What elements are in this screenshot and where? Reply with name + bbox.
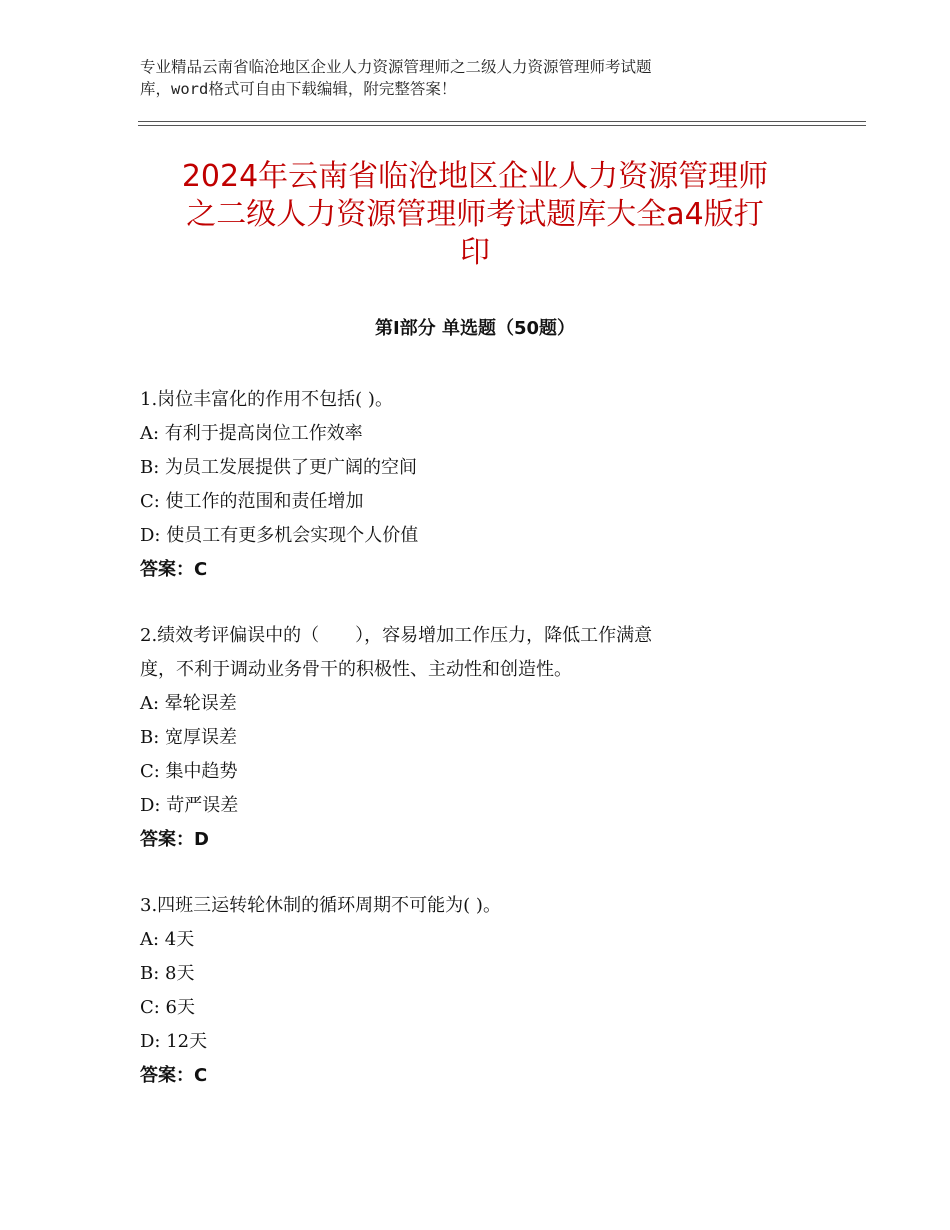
option-d: D: 苛严误差 — [140, 795, 239, 816]
title-line: 印 — [460, 235, 490, 270]
answer-line: 答案：D — [140, 829, 209, 850]
option-b: B: 为员工发展提供了更广阔的空间 — [140, 457, 418, 478]
question-stem: 3.四班三运转轮休制的循环周期不可能为( )。 — [140, 895, 501, 916]
question-item — [140, 619, 840, 857]
option-d: D: 使员工有更多机会实现个人价值 — [140, 525, 419, 546]
header-line: 库，word格式可自由下载编辑，附完整答案！ — [140, 80, 457, 98]
option-a: A: 晕轮误差 — [140, 693, 237, 714]
answer-line: 答案：C — [140, 559, 208, 580]
option-a: A: 有利于提高岗位工作效率 — [140, 423, 363, 444]
option-b: B: 8天 — [140, 963, 195, 984]
title-line: 2024年云南省临沧地区企业人力资源管理师 — [181, 159, 769, 194]
title-line: 之二级人力资源管理师考试题库大全a4版打 — [186, 197, 764, 232]
answer-line: 答案：C — [140, 1065, 208, 1086]
header-line: 专业精品云南省临沧地区企业人力资源管理师之二级人力资源管理师考试题 — [140, 58, 652, 76]
option-c: C: 使工作的范围和责任增加 — [140, 491, 364, 512]
header-divider — [138, 121, 866, 122]
option-c: C: 集中趋势 — [140, 761, 238, 782]
option-b: B: 宽厚误差 — [140, 727, 238, 748]
page-header — [140, 56, 780, 100]
option-c: C: 6天 — [140, 997, 196, 1018]
option-d: D: 12天 — [140, 1031, 208, 1052]
document-title — [120, 158, 830, 272]
question-item — [140, 889, 840, 1093]
question-list — [140, 383, 840, 1125]
section-heading: 第Ⅰ部分 单选题（50题） — [374, 318, 575, 339]
question-stem: 2.绩效考评偏误中的（ ），容易增加工作压力，降低工作满意 — [140, 625, 653, 646]
question-item — [140, 383, 840, 587]
option-a: A: 4天 — [140, 929, 195, 950]
question-stem: 度，不利于调动业务骨干的积极性、主动性和创造性。 — [140, 659, 572, 680]
header-divider — [138, 125, 866, 126]
question-stem: 1.岗位丰富化的作用不包括( )。 — [140, 389, 393, 410]
